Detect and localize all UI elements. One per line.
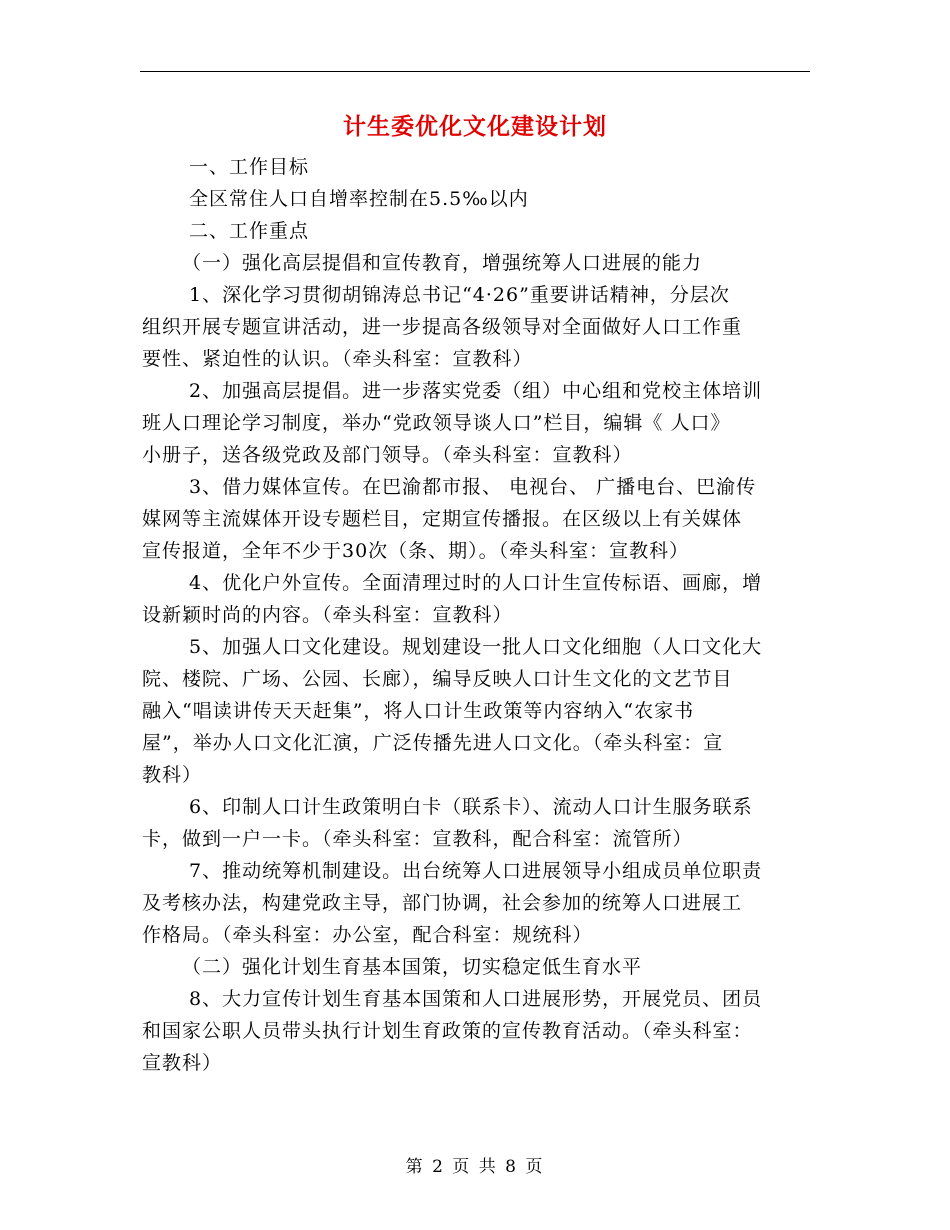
body-text-line: 屋”，举办人口文化汇演，广泛传播先进人口文化。（牵头科室：宣 [142, 732, 724, 754]
body-text-line: 组织开展专题宣讲活动，进一步提高各级领导对全面做好人口工作重 [142, 316, 743, 338]
paragraph-line: 7、推动统筹机制建设。出台统筹人口进展领导小组成员单位职责 [189, 860, 763, 882]
body-text-line: 卡，做到一户一卡。（牵头科室：宣教科，配合科室：流管所） [142, 828, 693, 850]
paragraph-line: 二、工作重点 [189, 220, 310, 242]
paragraph-line: 全区常住人口自增率控制在5.5‰以内 [189, 188, 529, 210]
document-title: 计生委优化文化建设计划 [343, 114, 607, 140]
paragraph-line: 一、工作目标 [189, 156, 310, 178]
section-heading-line: （二）强化计划生育基本国策，切实稳定低生育水平 [182, 956, 643, 978]
body-text-line: 及考核办法，构建党政主导，部门协调，社会参加的统筹人口进展工 [142, 892, 743, 914]
body-text-line: 和国家公职人员带头执行计划生育政策的宣传教育活动。（牵头科室： [142, 1020, 753, 1042]
paragraph-line: 6、印制人口计生政策明白卡（联系卡）、流动人口计生服务联系 [189, 796, 753, 818]
body-text-line: 媒网等主流媒体开设专题栏目，定期宣传播报。在区级以上有关媒体 [142, 508, 743, 530]
paragraph-line: 3、借力媒体宣传。在巴渝都市报、 电视台、 广播电台、巴渝传 [189, 476, 757, 498]
body-text-line: 院、楼院、广场、公园、长廊），编导反映人口计生文化的文艺节目 [142, 668, 733, 690]
body-text-line: 设新颖时尚的内容。（牵头科室：宣教科） [142, 604, 513, 626]
body-text-line: 小册子，送各级党政及部门领导。（牵头科室：宣教科） [142, 444, 633, 466]
body-text-line: 宣传报道，全年不少于30次（条、期）。（牵头科室：宣教科） [142, 540, 690, 562]
header-rule [140, 71, 810, 72]
body-text-line: 宣教科） [142, 1052, 223, 1074]
document-body [142, 151, 808, 1079]
section-heading-line: （一）强化高层提倡和宣传教育，增强统筹人口进展的能力 [182, 252, 703, 274]
page-number: 第 2 页 共 8 页 [405, 1157, 545, 1177]
paragraph-line: 2、加强高层提倡。进一步落实党委（组）中心组和党校主体培训 [189, 380, 763, 402]
paragraph-line: 1、深化学习贯彻胡锦涛总书记“4·26”重要讲话精神，分层次 [189, 284, 730, 306]
body-text-line: 作格局。（牵头科室：办公室，配合科室：规统科） [142, 924, 593, 946]
body-text-line: 教科） [142, 764, 203, 786]
paragraph-line: 5、加强人口文化建设。规划建设一批人口文化细胞（人口文化大 [189, 636, 763, 658]
paragraph-line: 8、大力宣传计划生育基本国策和人口进展形势，开展党员、团员 [189, 988, 763, 1010]
body-text-line: 融入“唱读讲传天天赶集”，将人口计生政策等内容纳入“农家书 [142, 700, 695, 722]
body-text-line: 班人口理论学习制度，举办“党政领导谈人口”栏目，编辑《 人口》 [142, 412, 731, 434]
paragraph-line: 4、优化户外宣传。全面清理过时的人口计生宣传标语、画廊，增 [189, 572, 763, 594]
body-text-line: 要性、紧迫性的认识。（牵头科室：宣教科） [142, 348, 533, 370]
